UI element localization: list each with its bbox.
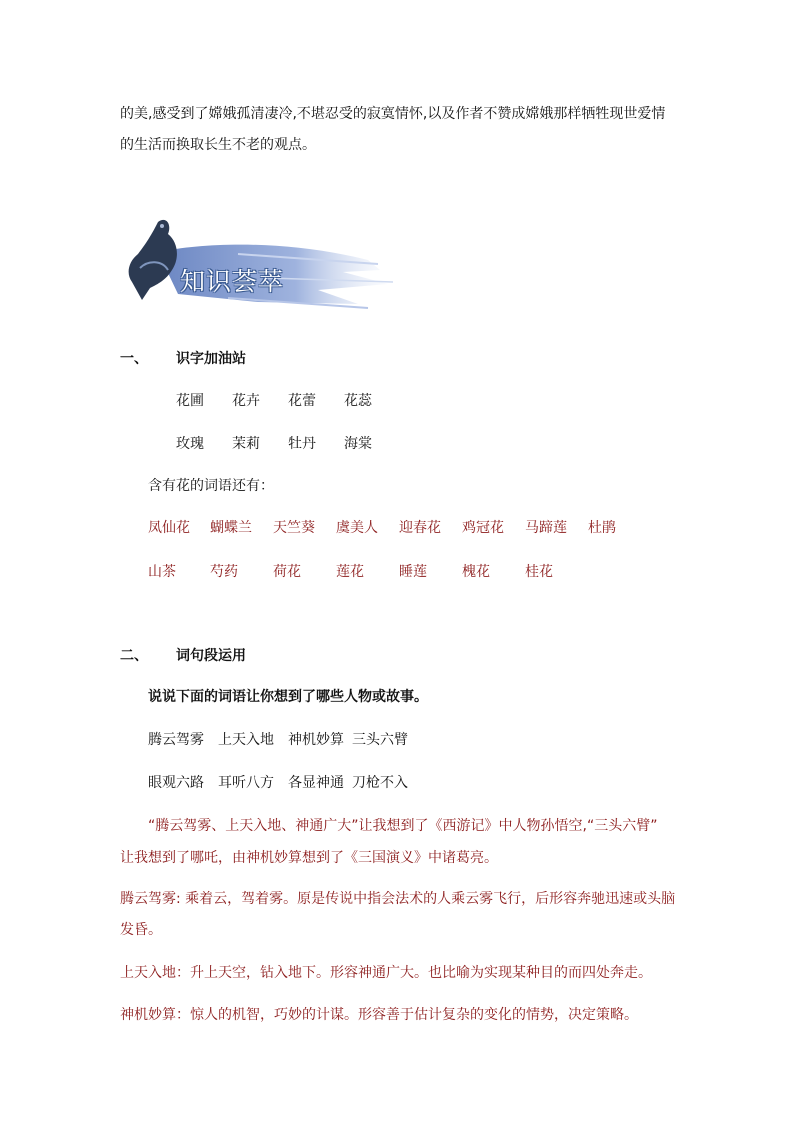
- banner-title: 知识荟萃: [180, 267, 285, 296]
- word-item: 花圃: [176, 393, 204, 409]
- section2-question: 说说下面的词语让你想到了哪些人物或故事。: [148, 689, 428, 705]
- flower-word: 芍药: [210, 564, 238, 580]
- bird-icon: [129, 220, 177, 300]
- idiom-item: 耳听八方: [218, 775, 274, 791]
- flower-word: 鸡冠花: [462, 520, 504, 536]
- flower-word: 蝴蝶兰: [210, 520, 252, 536]
- idiom-item: 上天入地: [218, 732, 274, 748]
- idiom-item: 眼观六路: [148, 775, 204, 791]
- idiom-item: 各显神通: [288, 775, 344, 791]
- flower-word: 马蹄莲: [525, 520, 567, 536]
- flower-word: 荷花: [273, 564, 301, 580]
- flower-word: 天竺葵: [273, 520, 315, 536]
- word-item: 花蕾: [288, 393, 316, 409]
- idiom-item: 刀枪不入: [352, 775, 408, 791]
- section1-number: 一、: [120, 351, 148, 367]
- section2-number: 二、: [120, 648, 148, 664]
- section2-title: 词句段运用: [176, 648, 246, 664]
- flower-intro: 含有花的词语还有：: [148, 478, 274, 494]
- flower-word: 山茶: [148, 564, 176, 580]
- flower-word: 桂花: [525, 564, 553, 580]
- flower-word: 迎春花: [399, 520, 441, 536]
- flower-word: 虞美人: [336, 520, 378, 536]
- word-item: 花蕊: [344, 393, 372, 409]
- word-item: 玫瑰: [176, 436, 204, 452]
- definition-2: 上天入地：升上天空，钻入地下。形容神通广大。也比喻为实现某种目的而四处奔走。: [120, 965, 652, 981]
- word-item: 茉莉: [232, 436, 260, 452]
- definition-1-line-2: 发昏。: [120, 922, 162, 938]
- section1-title: 识字加油站: [176, 351, 246, 367]
- idiom-item: 神机妙算: [288, 732, 344, 748]
- idiom-item: 腾云驾雾: [148, 732, 204, 748]
- word-item: 牡丹: [288, 436, 316, 452]
- flower-word: 杜鹃: [588, 520, 616, 536]
- word-item: 海棠: [344, 436, 372, 452]
- word-item: 花卉: [232, 393, 260, 409]
- flower-word: 睡莲: [399, 564, 427, 580]
- idiom-item: 三头六臂: [352, 732, 408, 748]
- definition-3: 神机妙算：惊人的机智，巧妙的计谋。形容善于估计复杂的变化的情势，决定策略。: [120, 1007, 638, 1023]
- answer-line-1: “腾云驾雾、上天入地、神通广大”让我想到了《西游记》中人物孙悟空,“三头六臂”: [148, 818, 658, 834]
- flower-word: 槐花: [462, 564, 490, 580]
- intro-line-1: 的美,感受到了嫦娥孤清凄冷,不堪忍受的寂寞情怀,以及作者不赞成嫦娥那样牺牲现世爱情: [120, 106, 666, 122]
- definition-1-line-1: 腾云驾雾: 乘着云，驾着雾。原是传说中指会法术的人乘云雾飞行，后形容奔驰迅速或头脑: [120, 891, 676, 907]
- flower-word: 莲花: [336, 564, 364, 580]
- answer-line-2: 让我想到了哪吒，由神机妙算想到了《三国演义》中诸葛亮。: [120, 850, 498, 866]
- flower-word: 凤仙花: [148, 520, 190, 536]
- intro-line-2: 的生活而换取长生不老的观点。: [120, 137, 316, 153]
